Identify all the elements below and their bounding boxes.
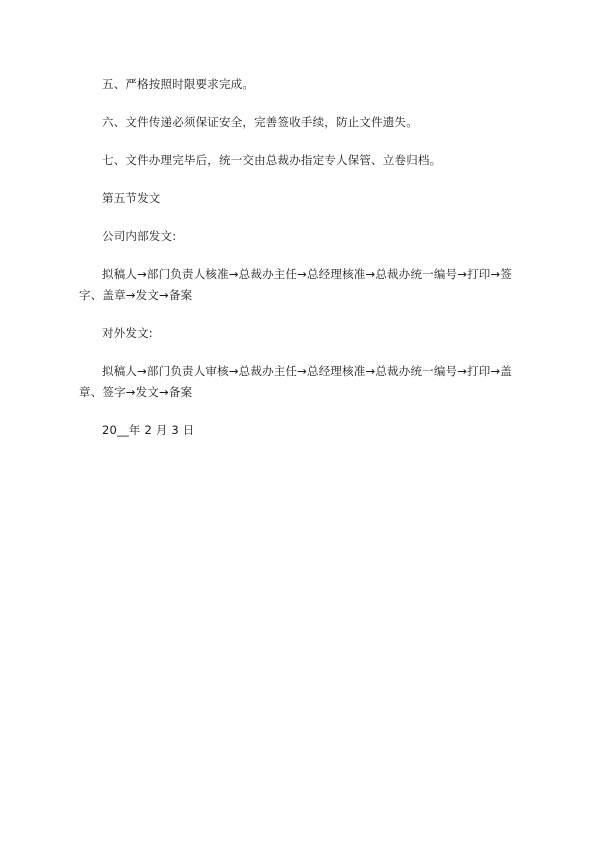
clause-five: 五、严格按照时限要求完成。 [102,77,255,91]
clause-six: 六、文件传递必须保证安全，完善签收手续，防止文件遗失。 [102,115,418,129]
clause-seven: 七、文件办理完毕后，统一交由总裁办指定专人保管、立卷归档。 [102,153,442,167]
document-body [79,74,529,458]
section-heading: 第五节发文 [102,191,161,205]
internal-dispatch-label: 公司内部发文: [102,229,177,243]
document-date: 20__年 2 月 3 日 [102,423,195,437]
external-dispatch-flow: 拟稿人→部门负责人审核→总裁办主任→总经理核准→总裁办统一编号→打印→盖章、签字→发文→备案 [79,364,513,399]
internal-dispatch-flow: 拟稿人→部门负责人核准→总裁办主任→总经理核准→总裁办统一编号→打印→签字、盖章→发文→备案 [79,267,513,302]
external-dispatch-label: 对外发文: [102,326,153,340]
